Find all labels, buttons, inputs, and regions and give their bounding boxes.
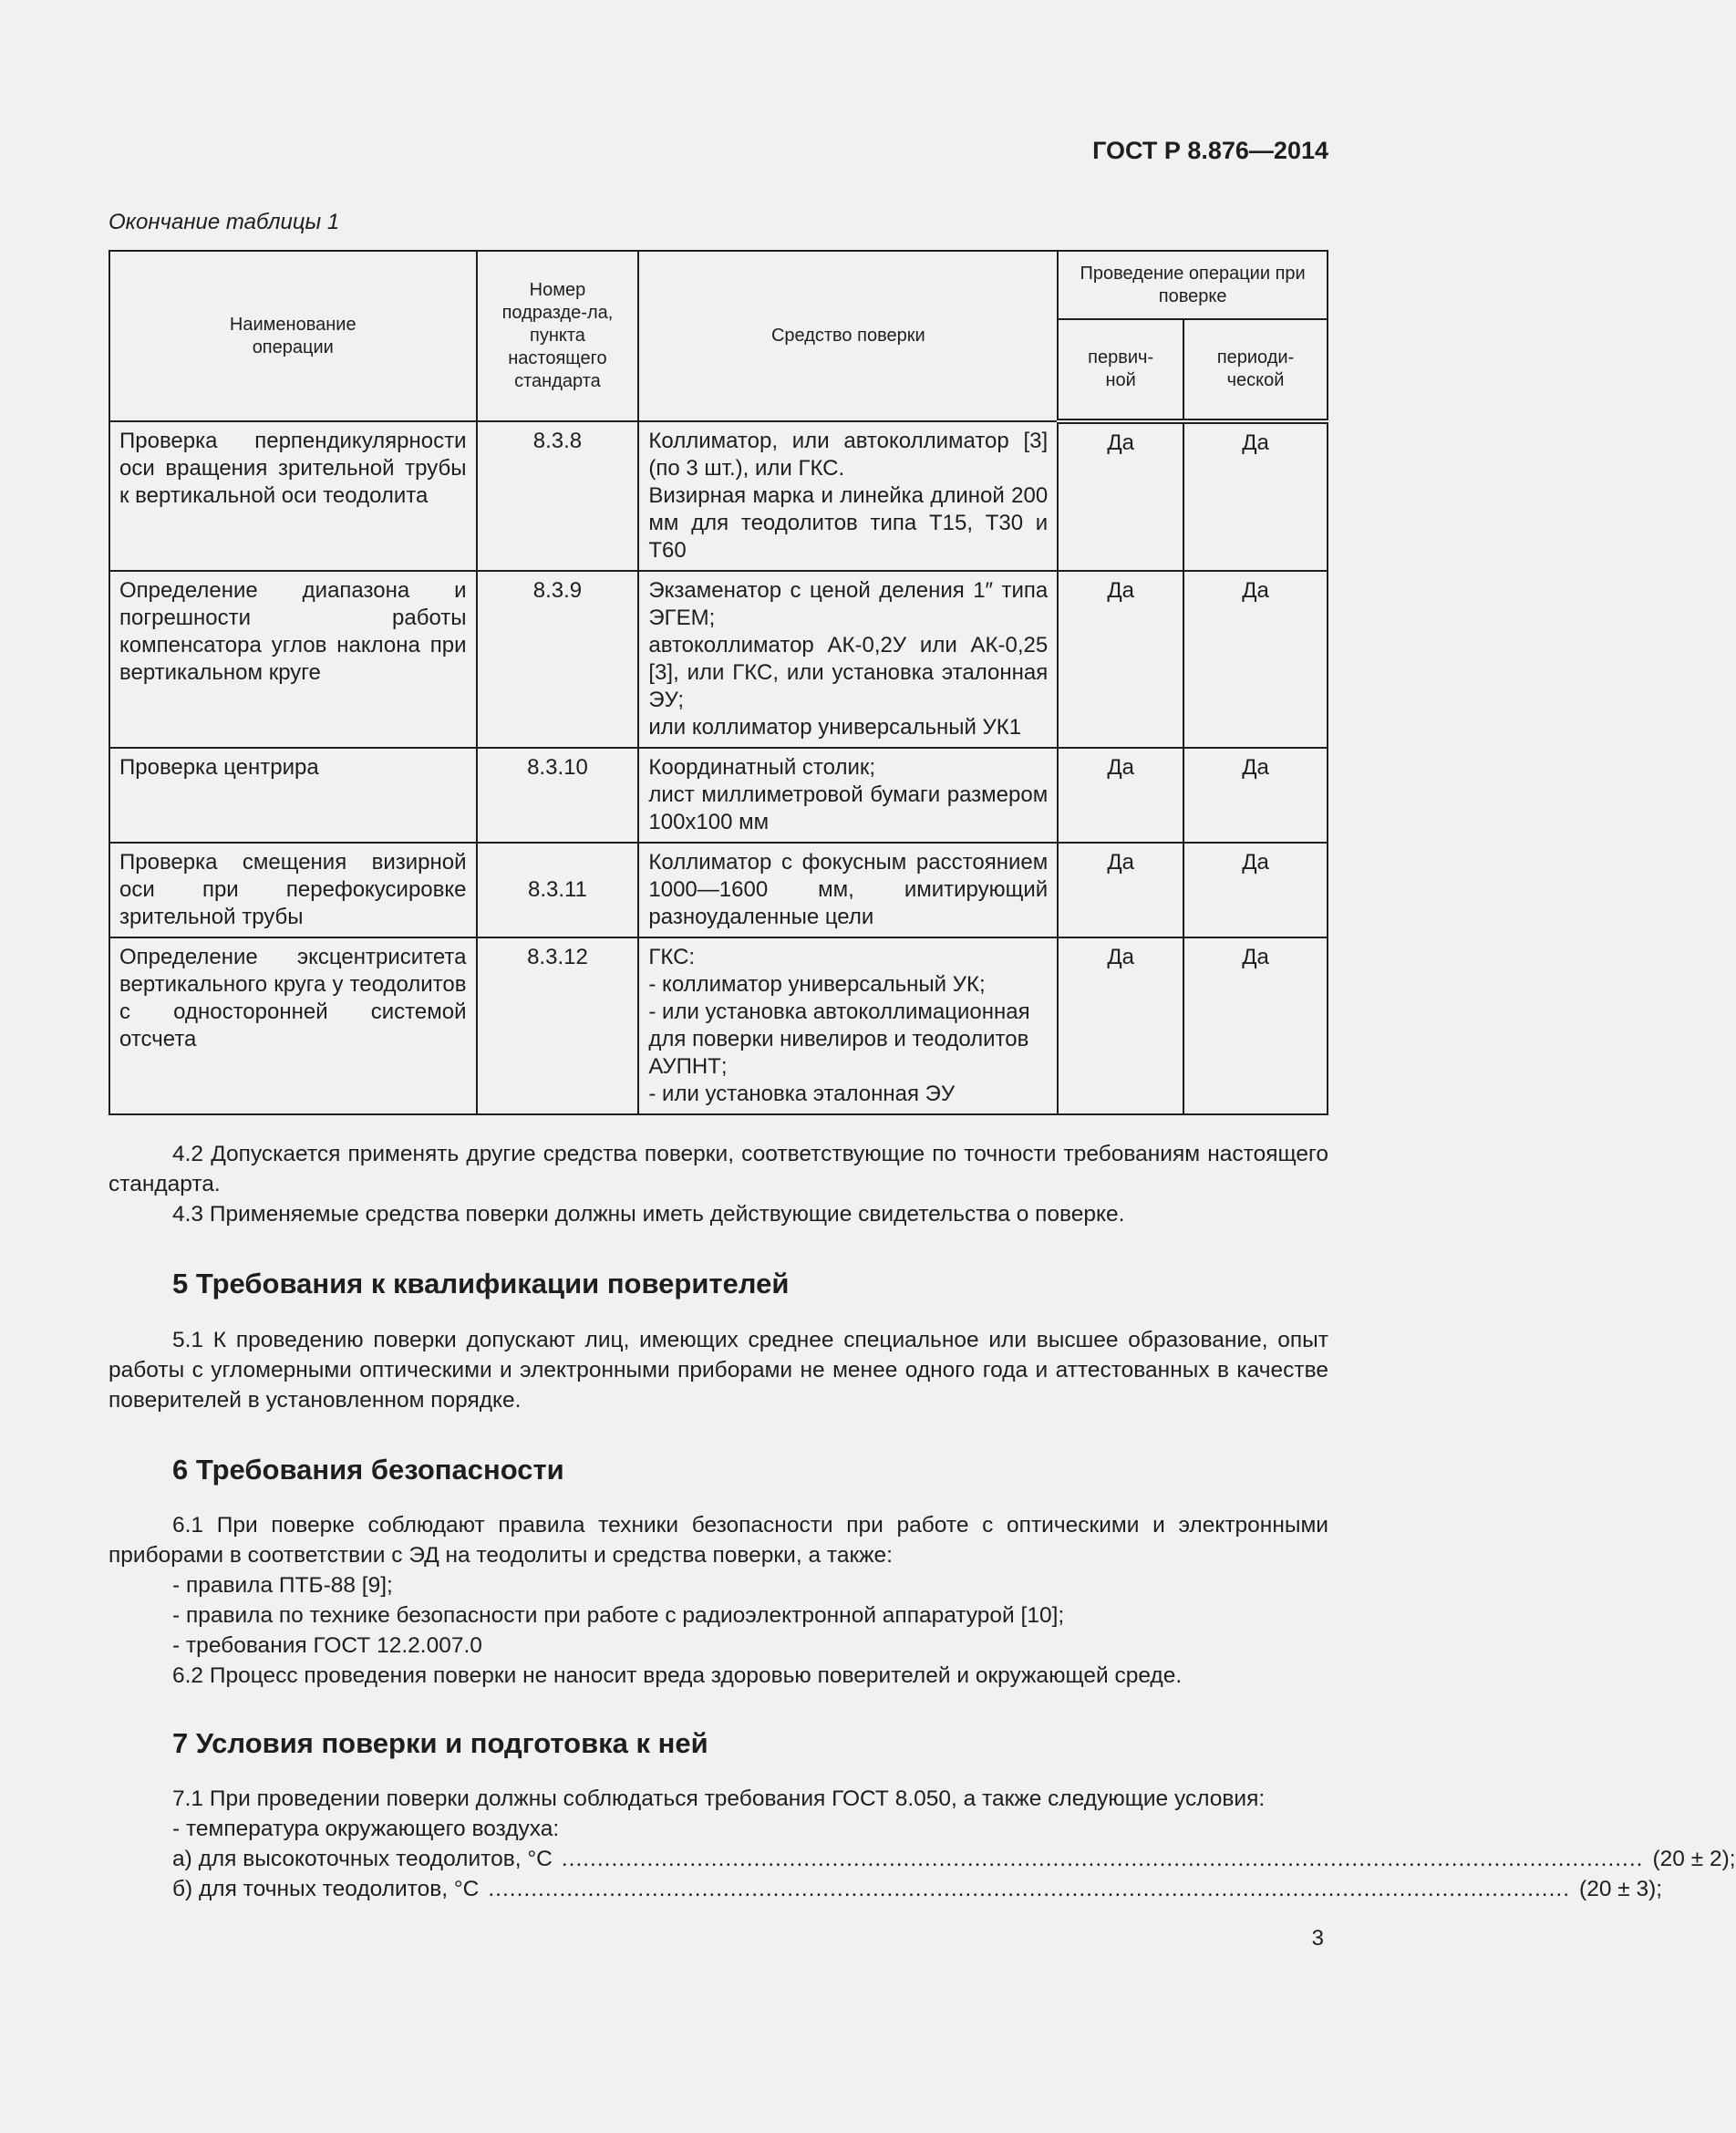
means-line: Коллиматор с фокусным расстоянием 1000—1600 мм, имитирующий разноудаленные цели bbox=[648, 850, 1049, 929]
clause-4-block bbox=[108, 1139, 1328, 1229]
condition-row bbox=[108, 1844, 1736, 1874]
paragraph-5-1: 5.1 К проведению поверки допускают лиц, имеющих среднее специальное или высшее образование, опыт работы с угломерными оптическими и электронными приборами не менее одного года и аттестованных в качестве поверителей в установленном порядке. bbox=[108, 1328, 1328, 1413]
row-primary: Да bbox=[1058, 748, 1183, 843]
paragraph-6-1: 6.1 При поверке соблюдают правила техники безопасности при работе с оптическими и электронными приборами в соответствии с ЭД на теодолиты и средства поверки, а также: bbox=[108, 1513, 1328, 1568]
table-caption: Окончание таблицы 1 bbox=[108, 210, 340, 234]
header-operation-name: Наименование операции bbox=[109, 251, 477, 421]
means-line: Координатный столик; bbox=[648, 755, 876, 780]
section-5-title: 5 Требования к квалификации поверителей bbox=[172, 1268, 790, 1299]
table-row bbox=[109, 571, 1328, 748]
table-row bbox=[109, 421, 1328, 571]
row-periodic: Да bbox=[1183, 937, 1328, 1114]
means-line: или коллиматор универсальный УК1 bbox=[648, 715, 1022, 740]
row-verification-means bbox=[638, 843, 1058, 937]
means-line: - или установка автоколлимационная для поверки нивелиров и теодолитов АУПНТ; bbox=[648, 999, 1030, 1079]
means-line: лист миллиметровой бумаги размером 100x100 мм bbox=[648, 782, 1049, 834]
row-primary: Да bbox=[1058, 571, 1183, 748]
row-primary: Да bbox=[1058, 937, 1183, 1114]
means-line: Экзаменатор с ценой деления 1″ типа ЭГЕМ; bbox=[648, 578, 1049, 630]
page-header-doc-id: ГОСТ Р 8.876—2014 bbox=[1092, 137, 1328, 164]
row-operation-name: Проверка центрира bbox=[109, 748, 477, 843]
row-periodic: Да bbox=[1183, 843, 1328, 937]
row-periodic: Да bbox=[1183, 421, 1328, 571]
condition-value: (20 ± 2); bbox=[1652, 1847, 1736, 1871]
section-7-block bbox=[108, 1784, 1736, 1904]
means-line: - коллиматор универсальный УК; bbox=[648, 972, 986, 997]
paragraph-7-1: 7.1 При проведении поверки должны соблюдаться требования ГОСТ 8.050, а также следующие условия: bbox=[172, 1786, 1266, 1811]
table-row bbox=[109, 748, 1328, 843]
operations-table bbox=[108, 250, 1328, 1115]
row-verification-means bbox=[638, 748, 1058, 843]
means-line: ГКС: bbox=[648, 945, 696, 969]
table-row bbox=[109, 937, 1328, 1114]
row-periodic: Да bbox=[1183, 571, 1328, 748]
condition-value: (20 ± 3); bbox=[1579, 1877, 1663, 1901]
means-line: - или установка эталонная ЭУ bbox=[648, 1082, 956, 1106]
section-6-block bbox=[108, 1510, 1328, 1691]
row-periodic: Да bbox=[1183, 748, 1328, 843]
section-5-block bbox=[108, 1325, 1328, 1415]
table-row bbox=[109, 843, 1328, 937]
leader-dots: ........................................................................................................................................................ bbox=[488, 1877, 1571, 1901]
row-primary: Да bbox=[1058, 421, 1183, 571]
header-periodic: периоди-ческой bbox=[1183, 319, 1328, 421]
paragraph-4-2: 4.2 Допускается применять другие средства поверки, соответствующие по точности требованиям настоящего стандарта. bbox=[108, 1142, 1328, 1196]
header-conducting: Проведение операции при поверке bbox=[1058, 251, 1328, 319]
paragraph-4-3: 4.3 Применяемые средства поверки должны иметь действующие свидетельства о поверке. bbox=[172, 1202, 1125, 1227]
row-verification-means bbox=[638, 937, 1058, 1114]
means-line: автоколлиматор АК-0,2У или АК-0,25 [3], или ГКС, или установка эталонная ЭУ; bbox=[648, 633, 1049, 712]
condition-label: б) для точных теодолитов, °С bbox=[172, 1877, 480, 1901]
list-item: - температура окружающего воздуха: bbox=[172, 1817, 560, 1841]
row-section-number: 8.3.8 bbox=[477, 421, 639, 571]
header-section-number: Номер подразде-ла, пункта настоящего стандарта bbox=[477, 251, 639, 421]
means-line: Визирная марка и линейка длиной 200 мм для теодолитов типа Т15, Т30 и Т60 bbox=[648, 483, 1049, 563]
section-6-title: 6 Требования безопасности bbox=[172, 1454, 564, 1486]
page-number: 3 bbox=[1311, 1926, 1324, 1951]
row-section-number: 8.3.11 bbox=[477, 843, 639, 937]
leader-dots: ........................................................................................................................................................ bbox=[561, 1847, 1644, 1871]
row-section-number: 8.3.10 bbox=[477, 748, 639, 843]
row-primary: Да bbox=[1058, 843, 1183, 937]
condition-label: а) для высокоточных теодолитов, °С bbox=[172, 1847, 553, 1871]
row-verification-means bbox=[638, 571, 1058, 748]
header-primary: первич-ной bbox=[1058, 319, 1183, 421]
list-item: - правила по технике безопасности при работе с радиоэлектронной аппаратурой [10]; bbox=[172, 1603, 1065, 1628]
means-line: Коллиматор, или автоколлиматор [3] (по 3 шт.), или ГКС. bbox=[648, 429, 1049, 481]
row-verification-means bbox=[638, 421, 1058, 571]
condition-row bbox=[108, 1874, 1663, 1904]
row-operation-name: Определение эксцентриситета вертикального круга у теодолитов с односторонней системой отсчета bbox=[109, 937, 477, 1114]
row-operation-name: Определение диапазона и погрешности работы компенсатора углов наклона при вертикальном круге bbox=[109, 571, 477, 748]
header-verification-means: Средство поверки bbox=[638, 251, 1058, 421]
paragraph-6-2: 6.2 Процесс проведения поверки не наносит вреда здоровью поверителей и окружающей среде. bbox=[172, 1663, 1183, 1688]
list-item: - требования ГОСТ 12.2.007.0 bbox=[172, 1633, 482, 1658]
row-operation-name: Проверка смещения визирной оси при перефокусировке зрительной трубы bbox=[109, 843, 477, 937]
row-section-number: 8.3.9 bbox=[477, 571, 639, 748]
row-section-number: 8.3.12 bbox=[477, 937, 639, 1114]
list-item: - правила ПТБ-88 [9]; bbox=[172, 1573, 393, 1598]
section-7-title: 7 Условия поверки и подготовка к ней bbox=[172, 1727, 708, 1759]
row-operation-name: Проверка перпендикулярности оси вращения зрительной трубы к вертикальной оси теодолита bbox=[109, 421, 477, 571]
